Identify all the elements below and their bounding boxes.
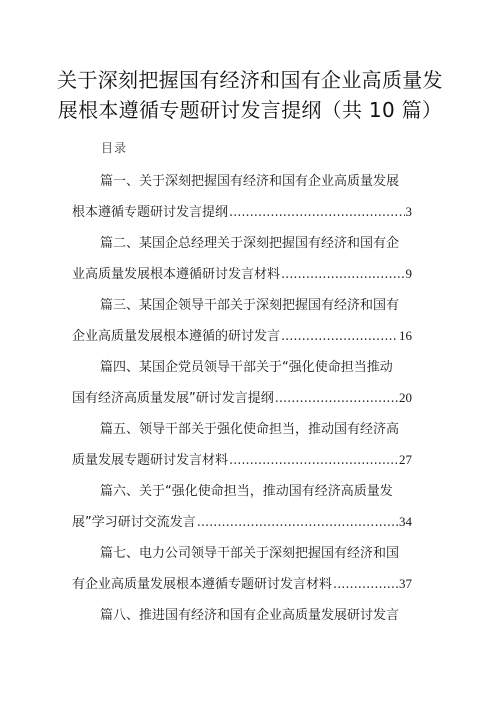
toc-leader-dots xyxy=(275,390,398,408)
toc-entry-6-title[interactable]: 篇六、关于“强化使命担当，推动国有经济高质量发 xyxy=(100,484,393,499)
toc-entry-2-text: 业高质量发展根本遵循研讨发言材料 xyxy=(72,267,281,282)
toc-leader-dots xyxy=(333,576,398,594)
toc-entry-7-title[interactable]: 篇七、电力公司领导干部关于深刻把握国有经济和国 xyxy=(100,546,400,561)
toc-entry-4-page: 20 xyxy=(399,390,412,405)
toc-heading: 目录 xyxy=(101,141,128,155)
toc-entry-1-title[interactable]: 篇一、关于深刻把握国有经济和国有企业高质量发展 xyxy=(100,174,400,189)
toc-entry-3-page: 16 xyxy=(399,328,412,343)
toc-entry-3-text: 企业高质量发展根本遵循的研讨发言 xyxy=(72,329,281,344)
toc-leader-dots xyxy=(229,204,404,222)
toc-entry-1-text: 根本遵循专题研讨发言提纲 xyxy=(72,205,229,220)
toc-entry-3-continuation[interactable] xyxy=(72,327,412,346)
toc-entry-7-page: 37 xyxy=(399,576,412,591)
toc-entry-2-continuation[interactable] xyxy=(72,265,412,284)
toc-entry-7-continuation[interactable] xyxy=(72,575,412,594)
toc-entry-4-title[interactable]: 篇四、某国企党员领导干部关于“强化使命担当推动 xyxy=(100,360,393,375)
toc-leader-dots xyxy=(281,328,398,346)
toc-entry-4-text: 国有经济高质量发展”研讨发言提纲 xyxy=(72,391,274,406)
toc-entry-6-text: 展”学习研讨交流发言 xyxy=(72,515,196,530)
toc-entry-2-page: 9 xyxy=(405,266,412,281)
toc-entry-5-continuation[interactable] xyxy=(72,451,412,470)
toc-entry-7-text: 有企业高质量发展根本遵循专题研讨发言材料 xyxy=(72,577,333,592)
toc-entry-6-continuation[interactable] xyxy=(72,513,412,532)
toc-entry-1-continuation[interactable] xyxy=(72,203,412,222)
toc-entry-5-title[interactable]: 篇五、领导干部关于强化使命担当，推动国有经济高 xyxy=(100,422,400,437)
toc-entry-8-title[interactable]: 篇八、推进国有经济和国有企业高质量发展研讨发言 xyxy=(100,608,400,623)
toc-leader-dots xyxy=(281,266,404,284)
toc-leader-dots xyxy=(229,452,398,470)
toc-entry-3-title[interactable]: 篇三、某国企领导干部关于深刻把握国有经济和国有 xyxy=(100,298,400,313)
document-title-line-1: 关于深刻把握国有经济和国有企业高质量发 xyxy=(57,68,443,92)
toc-entry-6-page: 34 xyxy=(399,514,412,529)
toc-entry-5-text: 质量发展专题研讨发言材料 xyxy=(72,453,229,468)
document-title-line-2: 展根本遵循专题研讨发言提纲（共 10 篇） xyxy=(57,98,443,122)
toc-entry-5-page: 27 xyxy=(399,452,412,467)
toc-entry-2-title[interactable]: 篇二、某国企总经理关于深刻把握国有经济和国有企 xyxy=(100,236,400,251)
toc-leader-dots xyxy=(197,514,398,532)
toc-entry-4-continuation[interactable] xyxy=(72,389,412,408)
toc-entry-1-page: 3 xyxy=(405,204,412,219)
